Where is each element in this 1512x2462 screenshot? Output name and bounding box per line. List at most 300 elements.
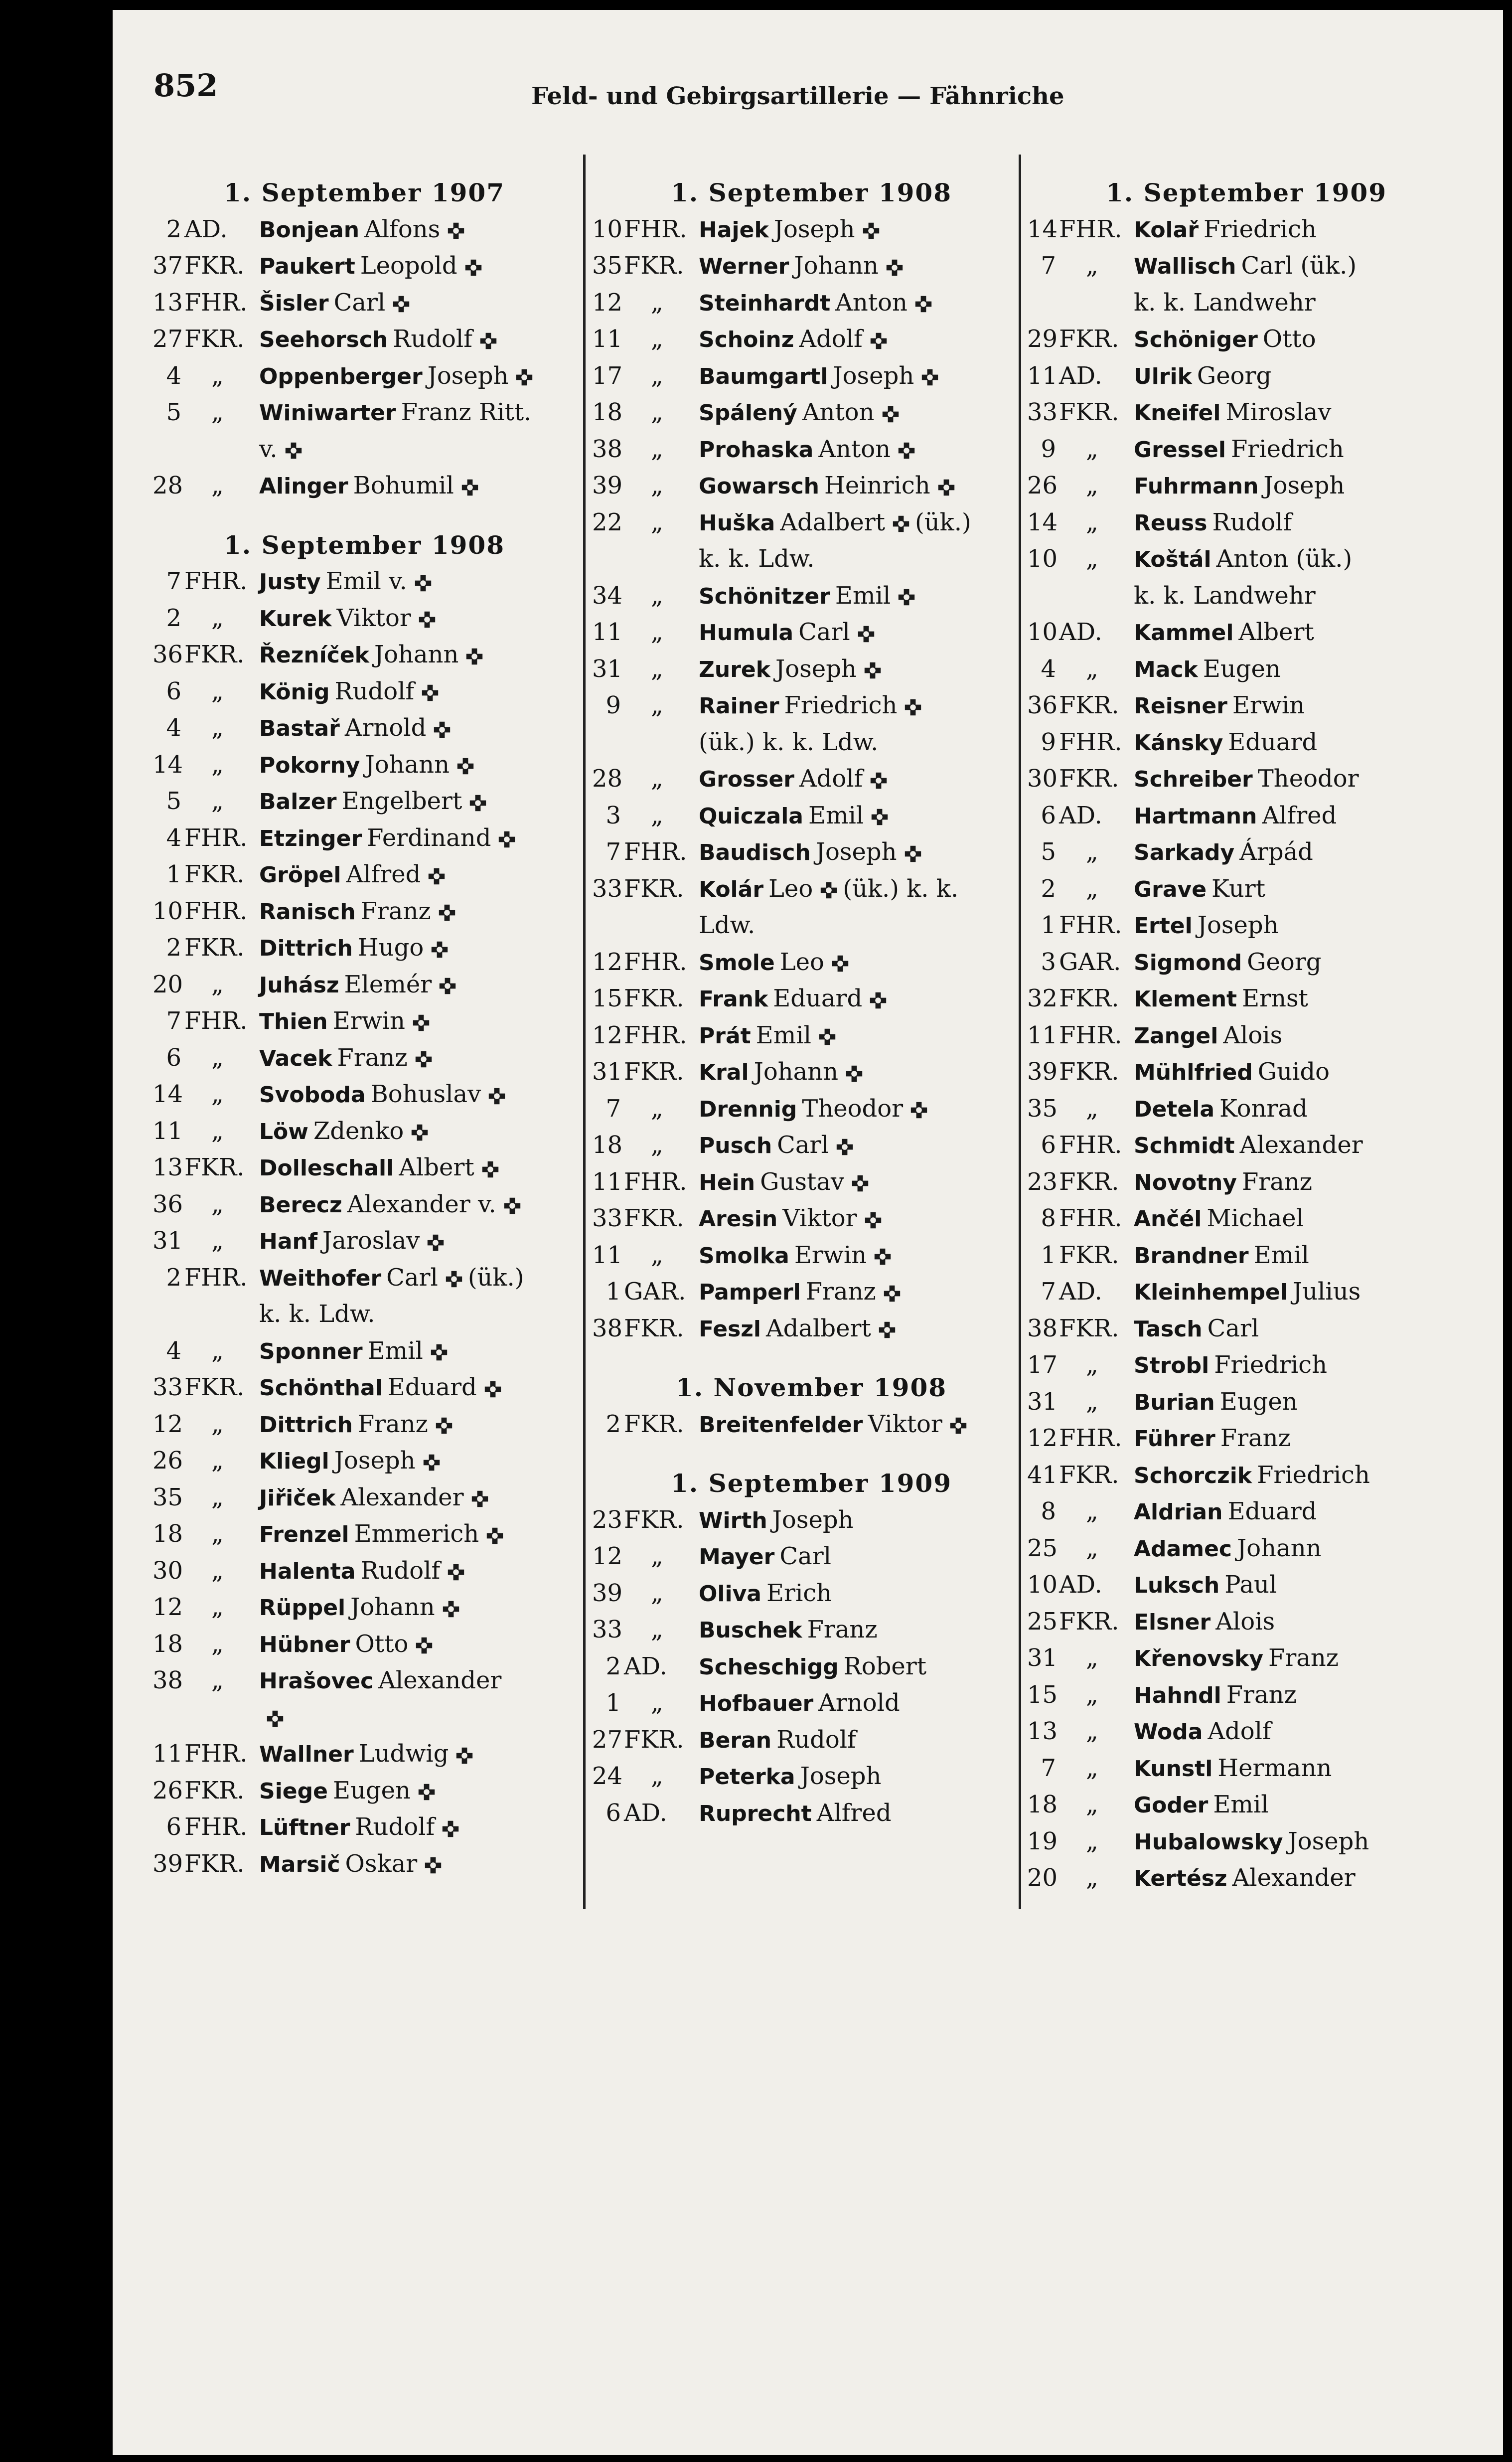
person-name [259, 1149, 499, 1187]
surname: Kammel [1134, 620, 1234, 646]
surname: Grave [1134, 876, 1207, 902]
roster-entry-continuation [152, 431, 576, 468]
given-name: Franz Ritt. [401, 398, 532, 426]
given-name: Joseph [773, 215, 855, 243]
roster-entry [152, 930, 576, 967]
seniority-number: 9 [1041, 728, 1056, 756]
roster-entry [1027, 651, 1466, 688]
given-name: Franz [357, 1410, 428, 1438]
roster-entry-continuation [152, 1296, 576, 1333]
cross-decoration-icon [414, 574, 432, 592]
rank-abbrev: FHR. [184, 288, 248, 317]
given-name: Rudolf [355, 1813, 435, 1841]
given-name: Arnold [818, 1689, 900, 1717]
seniority-number: 11 [1027, 1021, 1058, 1049]
cross-decoration-icon [481, 1160, 499, 1178]
continuation-wrapper [699, 541, 814, 578]
surname: Baumgartl [699, 363, 828, 389]
roster-entry [592, 248, 1031, 285]
seniority-number: 26 [152, 1776, 183, 1805]
rank-abbrev: „ [1086, 838, 1098, 866]
given-name: Eugen [1203, 655, 1281, 683]
roster-entry [152, 563, 576, 600]
person-name [1134, 1017, 1282, 1055]
roster-entry [152, 1626, 576, 1663]
seniority-number: 31 [1027, 1644, 1058, 1672]
surname: Wallner [259, 1742, 354, 1767]
seniority-number: 28 [592, 765, 623, 793]
person-name [699, 1200, 882, 1238]
seniority-number: 38 [592, 435, 623, 463]
roster-entry [1027, 687, 1466, 724]
surname: Reuss [1134, 510, 1208, 536]
seniority-number: 38 [152, 1666, 183, 1694]
person-name [1134, 1311, 1259, 1348]
given-name: Theodor [1257, 765, 1359, 793]
cross-decoration-icon [455, 1747, 473, 1765]
rank-abbrev: „ [651, 1131, 663, 1159]
given-name: Leo [768, 874, 813, 903]
roster-entry [592, 1538, 1031, 1575]
surname: Strobl [1134, 1353, 1210, 1378]
seniority-number: 11 [592, 1167, 623, 1196]
surname: Etzinger [259, 825, 362, 851]
given-name: Bohuslav [370, 1080, 481, 1108]
roster-entry [592, 798, 1031, 834]
surname: Quiczala [699, 803, 803, 829]
person-name [1134, 1530, 1322, 1568]
given-name: Georg [1197, 361, 1272, 390]
surname: Marsič [259, 1851, 340, 1877]
cross-decoration-icon [882, 405, 900, 423]
given-name: Anton [818, 435, 891, 463]
roster-entry [1027, 1017, 1466, 1054]
roster-entry [592, 1091, 1031, 1128]
roster-entry [592, 211, 1031, 248]
surname: Řezníček [259, 643, 369, 668]
rank-abbrev: „ [651, 691, 663, 719]
rank-abbrev: FKR. [624, 1505, 684, 1534]
given-name: Ernst [1242, 985, 1308, 1012]
cross-decoration-icon [878, 1321, 896, 1339]
rank-abbrev: FKR. [624, 874, 684, 903]
given-name: Johann [794, 252, 879, 280]
roster-entry [1027, 1311, 1466, 1347]
person-name [699, 1274, 901, 1311]
seniority-number: 5 [166, 787, 181, 815]
person-name [699, 321, 888, 358]
roster-entry [592, 1406, 1031, 1443]
given-name: Emil v. [325, 567, 407, 595]
cross-decoration-icon [870, 772, 888, 790]
person-name [259, 1406, 453, 1444]
rank-abbrev: „ [211, 1520, 224, 1548]
surname: König [259, 679, 330, 705]
surname: Oliva [699, 1581, 761, 1607]
roster-entry [592, 1237, 1031, 1274]
date-heading: 1. November 1908 [675, 1373, 947, 1402]
continuation-wrapper [699, 724, 878, 761]
given-name: Viktor [868, 1410, 942, 1438]
given-name: Alfred [816, 1799, 892, 1827]
given-name: Theodor [802, 1094, 904, 1123]
seniority-number: 4 [1041, 655, 1056, 683]
surname: Klement [1134, 986, 1237, 1012]
cross-decoration-icon [465, 648, 483, 665]
given-name: Miroslav [1225, 398, 1332, 426]
surname: Gressel [1134, 437, 1226, 463]
roster-entry [1027, 1091, 1466, 1128]
continuation-text: v. [259, 435, 278, 463]
surname: Oppenberger [259, 363, 423, 389]
cross-decoration-icon [864, 661, 882, 679]
rank-abbrev: FKR. [1059, 985, 1119, 1012]
given-name: Ferdinand [367, 823, 491, 852]
person-name [699, 1575, 832, 1613]
continuation-text: (ük.) k. k. Ldw. [699, 728, 879, 756]
person-name [699, 1685, 900, 1722]
given-name: Adalbert [766, 1314, 871, 1342]
surname: Kunstl [1134, 1756, 1213, 1782]
seniority-number: 12 [592, 948, 623, 976]
given-name: Johann [350, 1593, 435, 1621]
given-name: Julius [1292, 1278, 1361, 1306]
cross-decoration-icon [447, 1563, 465, 1581]
roster-entry [592, 504, 1031, 541]
seniority-number: 18 [152, 1520, 183, 1548]
seniority-number: 18 [1027, 1791, 1058, 1818]
person-name [259, 747, 474, 784]
given-name: Johann [365, 750, 450, 779]
seniority-number: 11 [152, 1117, 183, 1145]
group-spacer [592, 1443, 1031, 1465]
person-name [1134, 1164, 1312, 1201]
date-heading: 1. September 1909 [671, 1469, 952, 1498]
cross-decoration-icon [949, 1417, 967, 1435]
page-number: 852 [153, 67, 218, 104]
seniority-number: 32 [1027, 985, 1058, 1012]
roster-entry [152, 285, 576, 322]
seniority-number: 31 [1027, 1387, 1058, 1416]
roster-entry [1027, 907, 1466, 944]
cross-decoration-icon [471, 1490, 489, 1508]
rank-abbrev: GAR. [1059, 948, 1121, 976]
given-name: Alfred [346, 860, 421, 888]
roster-entry [592, 1722, 1031, 1759]
seniority-number: 7 [1041, 1278, 1056, 1306]
rank-abbrev: „ [651, 1579, 663, 1607]
person-name [259, 1260, 524, 1297]
seniority-number: 8 [1041, 1497, 1056, 1525]
rank-abbrev: FKR. [1059, 325, 1119, 353]
given-name: Viktor [782, 1204, 857, 1232]
roster-entry [592, 431, 1031, 468]
rank-abbrev: FHR. [624, 215, 687, 243]
seniority-number: 4 [166, 1336, 181, 1365]
roster-entry [1027, 1604, 1466, 1641]
roster-entry-continuation [592, 724, 1031, 761]
roster-entry [152, 1516, 576, 1553]
seniority-number: 7 [166, 567, 181, 595]
given-name: Rudolf [334, 677, 415, 705]
seniority-number: 10 [1027, 545, 1058, 573]
roster-entry [152, 1076, 576, 1113]
surname: Luksch [1134, 1573, 1220, 1598]
cross-decoration-icon [921, 368, 939, 386]
person-name [699, 1722, 856, 1759]
rank-abbrev: FKR. [184, 1849, 245, 1878]
seniority-number: 15 [1027, 1680, 1058, 1709]
person-name [1134, 1237, 1309, 1275]
seniority-number: 19 [1027, 1827, 1058, 1855]
surname: Prát [699, 1023, 751, 1049]
person-name [259, 358, 533, 395]
seniority-number: 4 [166, 361, 181, 390]
surname: Zurek [699, 657, 771, 682]
person-name [259, 1773, 436, 1810]
surname: Schöniger [1134, 327, 1258, 352]
date-heading: 1. September 1907 [224, 178, 505, 207]
surname: Ranisch [259, 899, 356, 925]
cross-decoration-icon [488, 1087, 506, 1105]
rank-abbrev: „ [1086, 1827, 1098, 1855]
person-name [259, 321, 497, 358]
given-name: Johann [754, 1058, 839, 1086]
surname: Mayer [699, 1544, 775, 1570]
seniority-number: 35 [152, 1483, 183, 1511]
rank-abbrev: „ [651, 361, 663, 390]
given-name: Eduard [387, 1373, 477, 1401]
cross-decoration-icon [851, 1174, 869, 1192]
seniority-number: 15 [592, 985, 623, 1012]
seniority-number: 10 [1027, 618, 1058, 646]
continuation-wrapper [259, 1296, 375, 1333]
surname: Scheschigg [699, 1654, 839, 1680]
seniority-number: 1 [1041, 1241, 1056, 1269]
person-name [1134, 1860, 1356, 1897]
roster-entry [1027, 541, 1466, 578]
surname: Kolař [1134, 217, 1199, 243]
person-name [1134, 1823, 1369, 1861]
rank-abbrev: FHR. [1059, 911, 1122, 939]
surname: Fuhrmann [1134, 474, 1259, 499]
rank-abbrev: „ [651, 1762, 663, 1790]
surname: Dittrich [259, 936, 353, 961]
roster-entry [1027, 211, 1466, 248]
surname: Šisler [259, 290, 329, 316]
rank-abbrev: FHR. [1059, 1204, 1122, 1232]
rank-abbrev: FKR. [184, 641, 245, 668]
rank-abbrev: FKR. [1059, 1167, 1119, 1196]
person-name [699, 1164, 869, 1201]
person-name [699, 504, 971, 542]
roster-entry [1027, 944, 1466, 981]
rank-abbrev: „ [1086, 472, 1098, 499]
cross-decoration-icon [484, 1380, 502, 1398]
column-2 [592, 174, 1031, 1831]
column-1 [152, 174, 576, 1882]
rank-abbrev: „ [651, 1689, 663, 1717]
surname: Kánsky [1134, 730, 1223, 756]
roster-entry [592, 285, 1031, 322]
person-name [1134, 1604, 1275, 1641]
surname: Alinger [259, 474, 348, 499]
roster-entry [592, 358, 1031, 395]
person-name [259, 893, 456, 931]
roster-entry [152, 468, 576, 504]
roster-entry [152, 1223, 576, 1260]
rank-abbrev: FKR. [184, 252, 245, 280]
roster-entry [152, 1369, 576, 1406]
surname: Seehorsch [259, 327, 388, 352]
seniority-number: 11 [152, 1740, 183, 1768]
roster-entry [152, 673, 576, 710]
seniority-number: 23 [1027, 1167, 1058, 1196]
cross-decoration-icon [937, 479, 955, 496]
seniority-number: 11 [592, 325, 623, 353]
seniority-number: 29 [1027, 325, 1058, 353]
person-name [1134, 651, 1281, 688]
rank-abbrev: „ [651, 801, 663, 829]
given-name: Joseph [334, 1447, 416, 1475]
roster-entry [152, 710, 576, 747]
person-name [259, 285, 410, 322]
roster-entry [152, 747, 576, 784]
roster-entry [1027, 614, 1466, 651]
surname: Hahndl [1134, 1682, 1221, 1708]
surname: Bonjean [259, 217, 360, 243]
given-name: Viktor [336, 604, 411, 632]
given-name: Joseph [775, 655, 857, 683]
given-name: Carl [798, 618, 850, 646]
surname: Kurek [259, 606, 332, 632]
roster-entry [1027, 761, 1466, 798]
rank-abbrev: „ [651, 435, 663, 463]
surname: Smole [699, 950, 775, 976]
person-name [259, 1479, 489, 1517]
given-name: Eugen [1219, 1387, 1298, 1416]
cross-decoration-icon [892, 515, 910, 533]
given-name: Eugen [332, 1776, 411, 1805]
given-name: Johann [1237, 1534, 1322, 1562]
person-name [259, 1186, 521, 1224]
entry-note: (ük.) k. k. [843, 874, 959, 903]
seniority-number: 27 [592, 1725, 623, 1754]
cross-decoration-icon [886, 259, 904, 277]
roster-entry [152, 1846, 576, 1883]
rank-abbrev: „ [651, 398, 663, 426]
cross-decoration-icon [479, 332, 497, 350]
given-name: Friedrich [1230, 435, 1344, 463]
given-name: Alexander [378, 1666, 502, 1694]
rank-abbrev: AD. [1059, 801, 1102, 829]
cross-decoration-icon [515, 368, 533, 386]
seniority-number: 7 [166, 1007, 181, 1035]
surname: Hanf [259, 1229, 317, 1254]
given-name: Georg [1247, 948, 1322, 976]
surname: Paukert [259, 254, 355, 279]
rank-abbrev: „ [651, 1616, 663, 1643]
seniority-number: 17 [1027, 1351, 1058, 1379]
rank-abbrev: FKR. [184, 860, 245, 888]
seniority-number: 31 [152, 1227, 183, 1255]
rank-abbrev: AD. [624, 1652, 667, 1680]
rank-abbrev: „ [211, 787, 224, 815]
surname: Ulrik [1134, 363, 1192, 389]
given-name: Adolf [799, 765, 863, 793]
rank-abbrev: „ [1086, 1094, 1098, 1123]
given-name: Guido [1257, 1058, 1330, 1086]
surname: Grosser [699, 767, 794, 792]
person-name [699, 761, 888, 798]
seniority-number: 18 [152, 1630, 183, 1658]
roster-entry [152, 1149, 576, 1186]
seniority-number: 25 [1027, 1534, 1058, 1562]
person-name [1134, 907, 1279, 945]
surname: Prohaska [699, 437, 814, 463]
person-name [259, 600, 436, 638]
person-name [259, 820, 516, 857]
given-name: Emil [808, 801, 864, 829]
surname: Huška [699, 510, 775, 536]
surname: Křenovsky [1134, 1646, 1264, 1671]
cross-decoration-icon [456, 757, 474, 775]
column-rule-left [583, 155, 586, 1909]
seniority-number: 12 [592, 288, 623, 317]
surname: Burian [1134, 1389, 1215, 1415]
cross-decoration-icon [864, 1211, 882, 1229]
seniority-number: 1 [166, 860, 181, 888]
rank-abbrev: „ [211, 1630, 224, 1658]
surname: Baudisch [699, 840, 811, 865]
given-name: Albert [399, 1153, 474, 1181]
roster-entry [1027, 1530, 1466, 1567]
person-name [699, 1311, 896, 1348]
rank-abbrev: FKR. [624, 1204, 684, 1232]
person-name [259, 1076, 506, 1114]
surname: Elsner [1134, 1609, 1211, 1635]
seniority-number: 6 [166, 677, 181, 705]
seniority-number: 18 [592, 1131, 623, 1159]
seniority-number: 5 [166, 398, 181, 426]
seniority-number: 12 [592, 1021, 623, 1049]
cross-decoration-icon [831, 955, 849, 973]
roster-entry [1027, 1567, 1466, 1604]
seniority-number: 17 [592, 361, 623, 390]
surname: Tasch [1134, 1316, 1203, 1342]
roster-entry [592, 1017, 1031, 1054]
person-name [699, 431, 915, 469]
given-name: Rudolf [1212, 508, 1292, 536]
rank-abbrev: „ [1086, 1791, 1098, 1818]
cross-decoration-icon [486, 1527, 504, 1545]
roster-entry [592, 1575, 1031, 1612]
person-name [699, 687, 922, 725]
person-name [699, 1406, 967, 1444]
seniority-number: 33 [592, 1204, 623, 1232]
person-name [259, 1040, 433, 1077]
seniority-number: 20 [152, 970, 183, 998]
roster-entry [592, 468, 1031, 504]
surname: Pusch [699, 1133, 772, 1158]
roster-entry [1027, 1713, 1466, 1750]
seniority-number: 7 [1041, 1754, 1056, 1782]
cross-decoration-icon [836, 1138, 854, 1156]
seniority-number: 6 [166, 1043, 181, 1072]
person-name [259, 1846, 442, 1883]
rank-abbrev: FKR. [1059, 691, 1119, 719]
roster-entry [592, 1054, 1031, 1091]
